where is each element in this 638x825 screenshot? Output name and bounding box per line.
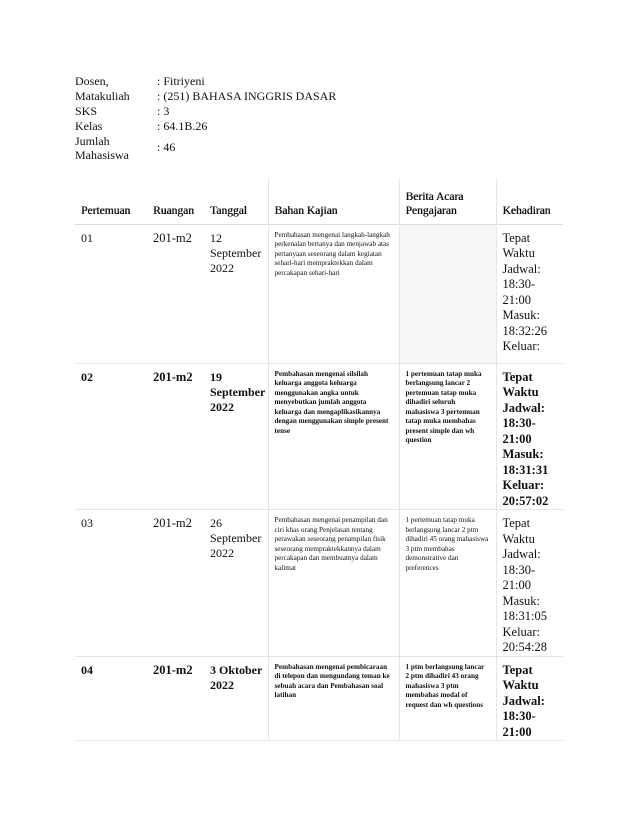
jumlah-label-line1: Jumlah xyxy=(75,134,110,148)
cell-kehadiran: Tepat Waktu Jadwal: 18:30-21:00 xyxy=(496,656,563,741)
jumlah-label-line2: Mahasiswa xyxy=(75,148,129,162)
cell-bahan-kajian: Pembahasan mengenai pembicaraan di telepon dan mengundang teman ke sebuah acara dan Pembahasan soal latihan xyxy=(268,656,399,741)
table-row xyxy=(75,363,563,510)
matakuliah-label: Matakuliah xyxy=(75,89,130,103)
jumlah-label xyxy=(75,134,157,162)
cell-ruangan: 201-m2 xyxy=(147,656,204,741)
dosen-value: : Fitriyeni xyxy=(157,74,205,88)
info-row-jumlah xyxy=(75,134,565,162)
table-row xyxy=(75,224,563,363)
kelas-label: Kelas xyxy=(75,119,103,133)
cell-tanggal: 26 September 2022 xyxy=(204,510,268,657)
cell-pertemuan: 01 xyxy=(75,224,147,363)
header-berita-acara: Berita Acara Pengajaran xyxy=(399,178,496,224)
header-tanggal: Tanggal xyxy=(210,204,247,217)
dosen-label: Dosen, xyxy=(75,74,109,88)
header-pertemuan: Pertemuan xyxy=(81,204,131,217)
cell-pertemuan: 03 xyxy=(75,510,147,657)
table-header-row xyxy=(75,178,563,224)
cell-pertemuan: 04 xyxy=(75,656,147,741)
cell-bahan-kajian: Pembahasan mengenai silsilah keluarga anggota keluarga menggunakan angka untuk menyebutkan jumlah anggota keluarga dan mengaplikasikannya dengan menggunakan simple present tense xyxy=(268,363,399,510)
table-row xyxy=(75,510,563,657)
cell-ruangan: 201-m2 xyxy=(147,510,204,657)
course-info xyxy=(75,74,565,162)
cell-berita-acara: 1 pertemuan tatap muka berlangsung lancar 2 ptm dihadiri 45 orang mahasiswa 3 ptm membahas demonstrative dan preferences xyxy=(399,510,496,657)
table-row xyxy=(75,656,563,741)
cell-berita-acara: 1 pertemuan tatap muka berlangsung lancar 2 pertemuan tatap muka dihadiri seluruh mahasiswa 3 pertemuan tatap muka membahas present simple dan wh question xyxy=(399,363,496,510)
cell-kehadiran: Tepat Waktu Jadwal: 18:30-21:00 Masuk: 18:31:31 Keluar: 20:57:02 xyxy=(496,363,563,510)
cell-kehadiran: Tepat Waktu Jadwal: 18:30-21:00 Masuk: 18:31:05 Keluar: 20:54:28 xyxy=(496,510,563,657)
info-row-dosen xyxy=(75,74,565,89)
sks-value: : 3 xyxy=(157,104,170,118)
cell-kehadiran: Tepat Waktu Jadwal: 18:30-21:00 Masuk: 18:32:26 Keluar: xyxy=(496,224,563,363)
jumlah-value: : 46 xyxy=(157,140,176,154)
cell-pertemuan: 02 xyxy=(75,363,147,510)
header-kehadiran: Kehadiran xyxy=(496,178,563,224)
info-row-matakuliah xyxy=(75,89,565,104)
info-row-kelas xyxy=(75,119,565,134)
cell-berita-acara: 1 ptm berlangsung lancar 2 ptm dihadiri 43 orang mahasiswa 3 ptm membahas modal of request dan wh questions xyxy=(399,656,496,741)
cell-ruangan: 201-m2 xyxy=(147,363,204,510)
cell-tanggal: 12 September 2022 xyxy=(204,224,268,363)
kelas-value: : 64.1B.26 xyxy=(157,119,208,133)
cell-tanggal: 3 Oktober 2022 xyxy=(204,656,268,741)
cell-ruangan: 201-m2 xyxy=(147,224,204,363)
cell-tanggal: 19 September 2022 xyxy=(204,363,268,510)
info-row-sks xyxy=(75,104,565,119)
sks-label: SKS xyxy=(75,104,98,118)
header-ruangan: Ruangan xyxy=(153,204,194,217)
cell-bahan-kajian: Pembahasan mengenai penampilan dan ciri khas orang Penjelasan tentang perawakan seseorang penampilan fisik seseorang mempraktekkannya dalam percakapan dan membuatnya dalam kalimat xyxy=(268,510,399,657)
attendance-table xyxy=(75,178,563,741)
header-bahan-kajian: Bahan Kajian xyxy=(268,178,399,224)
matakuliah-value: : (251) BAHASA INGGRIS DASAR xyxy=(157,89,337,103)
cell-bahan-kajian: Pembahasan mengenai langkah-langkah perkenalan bertanya dan menjawab atas pertanyaan seseorang dalam kegiatan sehari-hari mempraktekkan dalam percakapan sehari-hari xyxy=(268,224,399,363)
cell-berita-acara xyxy=(399,224,496,363)
